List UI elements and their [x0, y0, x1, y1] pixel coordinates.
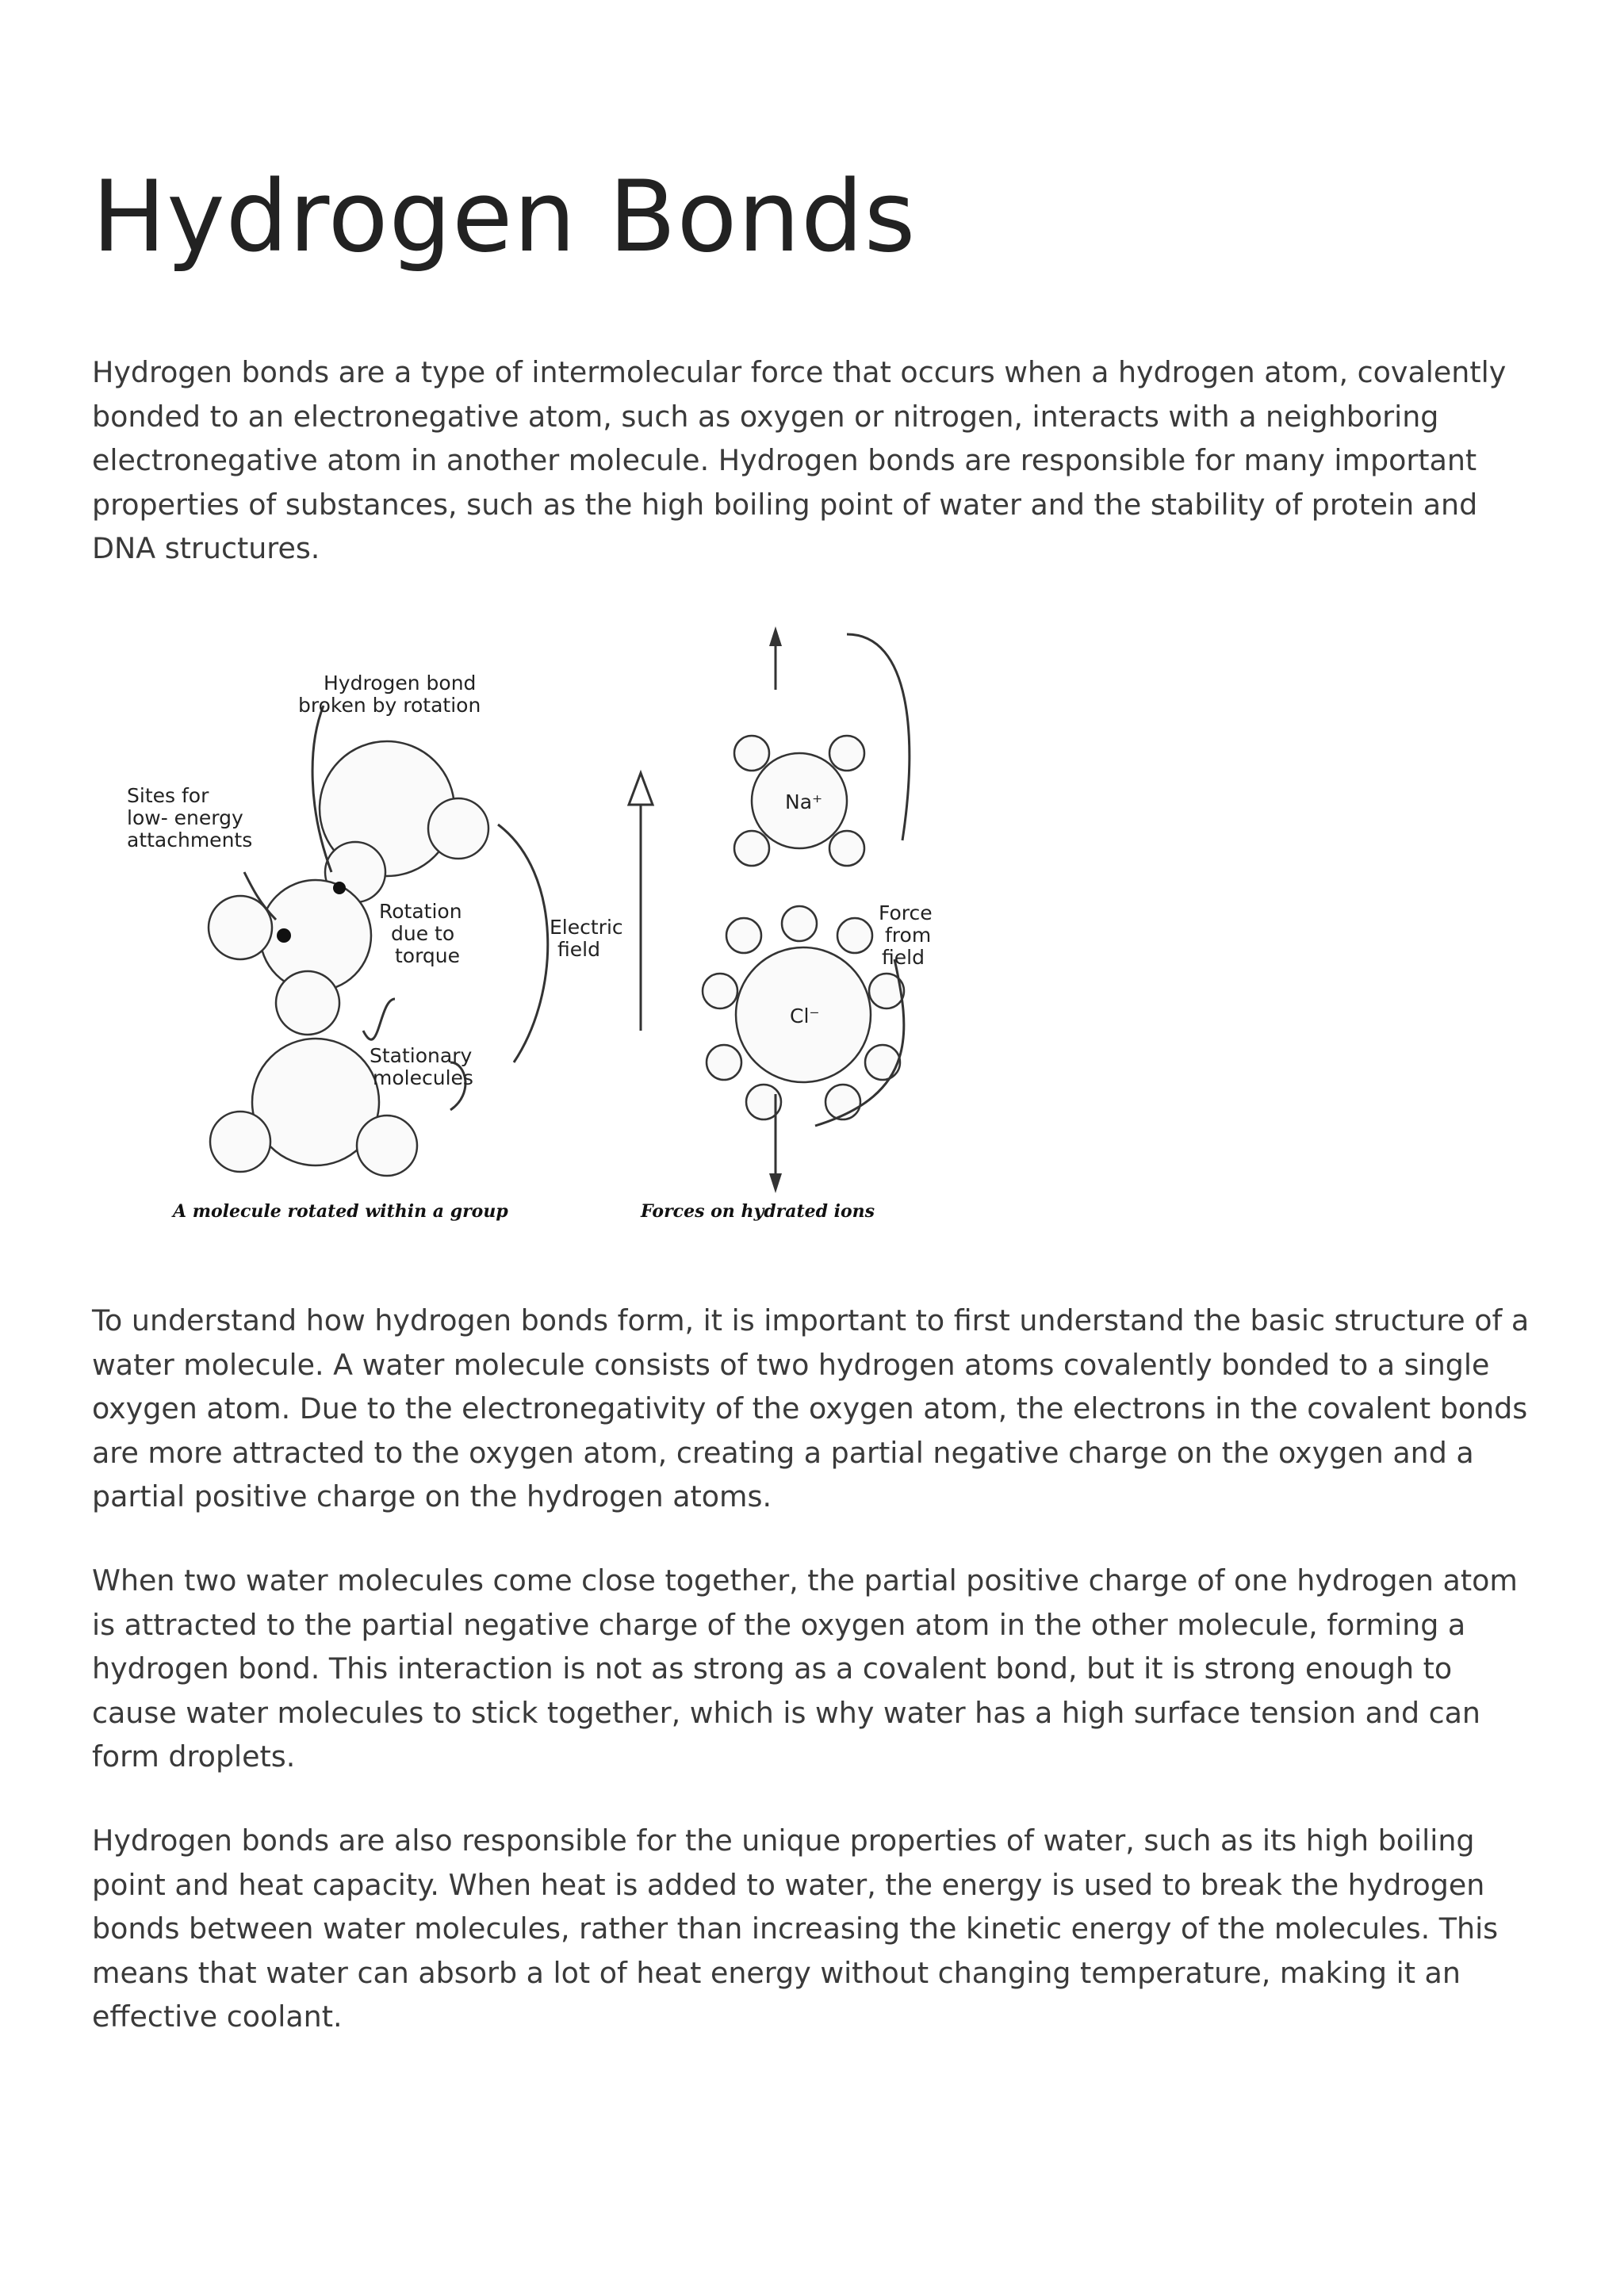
label-stationary-2: molecules: [373, 1066, 473, 1089]
label-sites-2: low- energy: [127, 806, 243, 829]
hydrogen-bond-figure: [117, 618, 958, 1237]
upper-hydrogen-atom: [428, 798, 488, 859]
label-electric-1: Electric: [550, 916, 623, 939]
label-sites-3: attachments: [127, 828, 253, 851]
lower-hydrogen-atom-2: [357, 1115, 417, 1176]
paragraph-bond-formation: When two water molecules come close together, the partial positive charge of one hydrogen atom is attracted to the partial negative charge of the oxygen atom in the other molecule, forming a hydrogen bond. This interaction is not as strong as a covalent bond, but it is strong enough to cause water molecules to stick together, which is why water has a high surface tension and can form droplets.: [92, 1563, 1518, 1774]
rotating-hydrogen-atom-2: [276, 971, 339, 1035]
label-chloride: Cl⁻: [790, 1004, 820, 1027]
label-rotation-3: torque: [395, 944, 461, 967]
label-hbond-2: broken by rotation: [298, 694, 481, 717]
figure-illustration: [117, 618, 958, 1237]
caption-left: A molecule rotated within a group: [173, 1201, 508, 1222]
paragraph-water-structure: To understand how hydrogen bonds form, it is important to first understand the basic structure of a water molecule. A water molecule consists of two hydrogen atoms covalently bonded to a single oxygen atom. Due to the electronegativity of the oxygen atom, the electrons in the covalent bonds are more attracted to the oxygen atom, creating a partial negative charge on the oxygen and a partial positive charge on the hydrogen atoms.: [92, 1303, 1530, 1514]
label-force-3: field: [882, 946, 925, 969]
broken-bond-mark: [333, 882, 346, 894]
caption-right: Forces on hydrated ions: [641, 1201, 875, 1222]
label-rotation-1: Rotation: [379, 900, 462, 923]
label-force-2: from: [885, 924, 932, 947]
label-hbond-1: Hydrogen bond: [324, 672, 477, 695]
label-sites-1: Sites for: [127, 784, 209, 807]
label-force-1: Force: [879, 901, 933, 924]
lower-hydrogen-atom: [210, 1112, 270, 1172]
rotation-center-dot: [277, 928, 291, 943]
label-electric-2: field: [557, 938, 600, 961]
label-stationary-1: Stationary: [370, 1044, 473, 1067]
label-sodium: Na⁺: [785, 790, 823, 813]
paragraph-intro: Hydrogen bonds are a type of intermolecular force that occurs when a hydrogen atom, covalently bonded to an electronegative atom, such as oxygen or nitrogen, interacts with a neighboring electronegative atom in another molecule. Hydrogen bonds are responsible for many important properties of substances, such as the high boiling point of water and the stability of protein and DNA structures.: [92, 355, 1507, 566]
label-rotation-2: due to: [391, 922, 455, 945]
paragraph-water-properties: Hydrogen bonds are also responsible for the unique properties of water, such as its high boiling point and heat capacity. When heat is added to water, the energy is used to break the hydrogen bonds between water molecules, rather than increasing the kinetic energy of the molecules. This means that water can absorb a lot of heat energy without changing temperature, making it an effective coolant.: [92, 1823, 1499, 2034]
page-title: Hydrogen Bonds: [92, 160, 917, 274]
